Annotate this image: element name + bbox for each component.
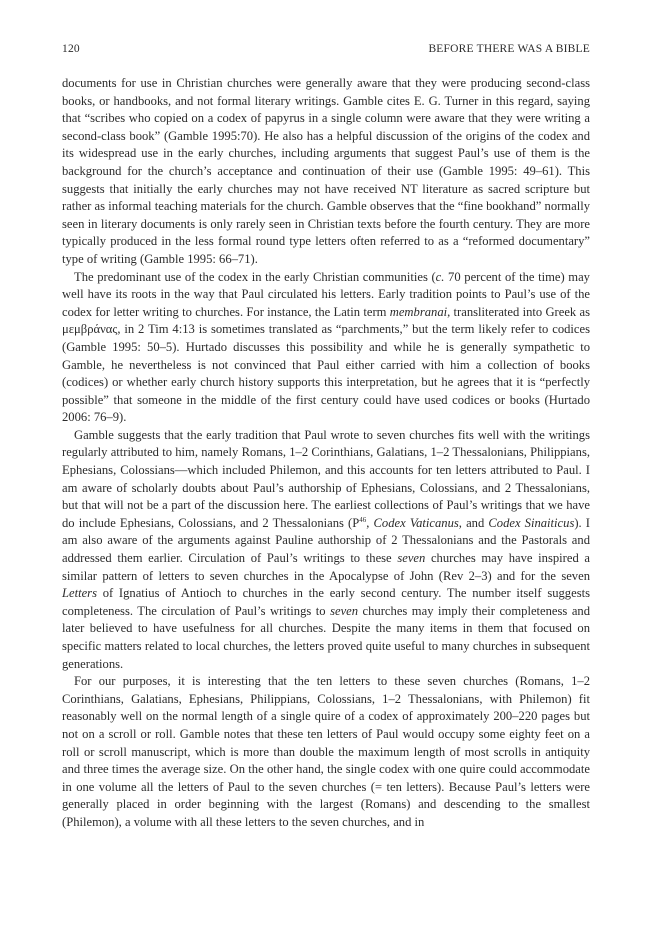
running-title: BEFORE THERE WAS A BIBLE [428,43,590,55]
paragraph [62,673,590,831]
text-run: Gamble suggests that the early tradition that Paul wrote to seven churches fits well with the writings regularly attributed to him, namely Romans, 1–2 Corinthians, Galatians, 1–2 Thessalonians, Philippians, Ephesians, Colossians—which included Philemon, and this accounts for ten letters attributed to Paul. I am aware of scholarly doubts about Paul’s authorship of Ephesians, Colossians, and 2 Thessalonians, but that will not be a part of the discussion here. The earliest collections of Paul’s writings that we have do include Ephesians, Colossians, and 2 Thessalonians (P [62,427,590,530]
italic-text: Codex Vaticanus [373,515,459,530]
text-run: churches may imply their completeness and later believed to have usefulness for all churches. Despite the many items in them that focused on specific matters related to local churches, the letters proved quite useful to many churches in subsequent generations. [62,603,590,671]
text-run: of Ignatius of Antioch to churches in the early second century. The number itself suggests completeness. The circulation of Paul’s writings to [62,586,590,618]
text-run: For our purposes, it is interesting that the ten letters to these seven churches (Romans, 1–2 Corinthians, Galatians, Ephesians, Philippians, Colossians, 1–2 Thessalonians, with Philemon) fit reasonably well on the normal length of a single quire of a codex of approximately 200–220 pages but not on a scroll or roll. Gamble notes that these ten letters of Paul would occupy some eighty feet on a roll or scroll manuscript, which is more than double the maximum length of most scrolls in antiquity and three times the average size. On the other hand, the single codex with one quire could accommodate in one volume all the letters of Paul to the seven churches (= ten letters). Because Paul’s letters were generally placed in order beginning with the largest (Romans) and descending to the smallest (Philemon), a volume with all these letters to the seven churches, and in [62,674,590,829]
text-run: ). I am also aware of the arguments against Pauline authorship of 2 Thessalonians and the Pastorals and addressed them earlier. Circulation of Paul’s writings to these [62,515,590,566]
text-run: churches may have inspired a similar pattern of letters to seven churches in the Apocalypse of John (Rev 2–3) and for the seven [62,551,590,583]
text-run: , transliterated into Greek as μεμβράνας, in 2 Tim 4:13 is sometimes translated as “parchments,” but the term likely refer to codices (Gamble 1995: 50–5). Hurtado discusses this possibility and while he is generally sympathetic to Gamble, he nevertheless is not convinced that Paul either carried with him a collection of books (codices) or whether early church history supports this interpretation, but he agrees that it is “perfectly possible” that someone in the middle of the first century could have used codices or books (Hurtado 2006: 76–9). [62,304,590,425]
superscript: 46 [359,515,367,524]
italic-text: c. [435,269,445,284]
italic-text: Letters [62,586,97,601]
italic-text: Codex Sinaiticus [488,515,575,530]
paragraph [62,75,590,269]
text-run: , [366,515,374,530]
text-run: , and [458,515,489,530]
italic-text: seven [397,551,426,566]
paragraph [62,269,590,427]
body-text [62,75,590,832]
text-run: The predominant use of the codex in the early Christian communities ( [74,269,436,284]
text-run: documents for use in Christian churches were generally aware that they were producing second-class books, or handbooks, and not formal literary writings. Gamble cites E. G. Turner in this regard, saying that “scribes who copied on a codex of papyrus in a single column were aware that they were writing a second-class book” (Gamble 1995:70). He also has a helpful discussion of the origins of the codex and its widespread use in the early churches, including arguments that suggest Paul’s use of them is the background for the church’s acceptance and continuation of their use (Gamble 1995: 49–61). This suggests that initially the early churches may not have received NT literature as sacred scripture but rather as informal teaching materials for the church. Gamble observes that the “fine bookhand” normally seen in literary documents is only rarely seen in Christian texts before the fourth century. They are more typically produced in the less formal round type letters often referred to as a “reformed documentary” type of writing (Gamble 1995: 66–71). [62,76,590,266]
page-number: 120 [62,43,80,55]
italic-text: seven [330,603,359,618]
paragraph [62,427,590,673]
italic-text: membranai [389,304,448,319]
text-run: 70 percent of the time) may well have its roots in the way that Paul circulated his letters. Early tradition points to Paul’s use of the codex for letter writing to churches. For instance, the Latin term [62,269,590,319]
